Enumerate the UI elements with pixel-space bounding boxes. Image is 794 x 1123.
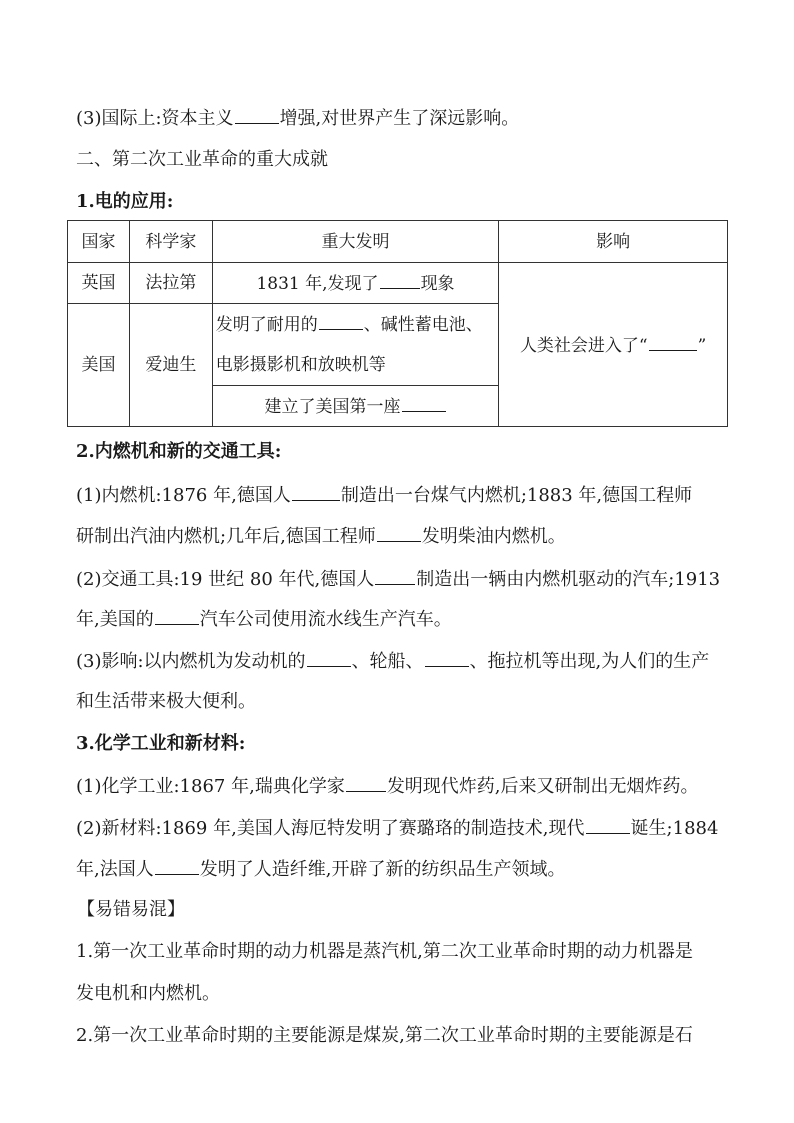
answer-blank: [155, 856, 199, 875]
engines-p2-line1: (2)交通工具:19 世纪 80 年代,德国人 制造出一辆由内燃机驱动的汽车;1913: [76, 566, 720, 590]
answer-blank: [380, 270, 420, 289]
engines-p1-line1: (1)内燃机:1876 年,德国人 制造出一台煤气内燃机;1883 年,德国工程师: [76, 482, 692, 506]
cell-country-us: 美国: [68, 304, 130, 427]
cell-invention-us-2: 建立了美国第一座: [212, 386, 499, 427]
chemistry-p2-line1: (2)新材料:1869 年,美国人海厄特发明了赛璐珞的制造技术,现代 诞生;1884: [76, 815, 718, 839]
chemistry-heading: 3.化学工业和新材料:: [76, 733, 246, 754]
answer-blank: [377, 523, 421, 542]
engines-p3-line2: 和生活带来极大便利。: [76, 691, 256, 712]
answer-blank: [425, 648, 469, 667]
mistakes-tag: 【易错易混】: [77, 899, 185, 920]
answer-blank: [586, 815, 630, 834]
mistakes-item1-line2: 发电机和内燃机。: [76, 983, 220, 1004]
cell-invention-us-1: 发明了耐用的 、碱性蓄电池、 电影摄影机和放映机等: [212, 304, 499, 386]
answer-blank: [649, 332, 697, 351]
cell-country-uk: 英国: [68, 263, 130, 304]
engines-p1-line2: 研制出汽油内燃机;几年后,德国工程师 发明柴油内燃机。: [76, 523, 566, 547]
cell-scientist-uk: 法拉第: [129, 263, 212, 304]
answer-blank: [155, 606, 199, 625]
answer-blank: [346, 773, 386, 792]
engines-heading: 2.内燃机和新的交通工具:: [76, 441, 282, 462]
answer-blank: [375, 566, 415, 585]
mistakes-item2-line1: 2.第一次工业革命时期的主要能源是煤炭,第二次工业革命时期的主要能源是石: [76, 1025, 693, 1046]
electricity-table: [67, 220, 728, 427]
chemistry-p2-line2: 年,法国人 发明了人造纤维,开辟了新的纺织品生产领域。: [76, 856, 565, 880]
answer-blank: [235, 105, 279, 124]
answer-blank: [402, 393, 446, 412]
section-two-title: 二、第二次工业革命的重大成就: [76, 149, 328, 170]
cell-invention-uk: 1831 年,发现了 现象: [212, 263, 499, 304]
header-influence: 影响: [499, 221, 728, 263]
engines-p2-line2: 年,美国的 汽车公司使用流水线生产汽车。: [76, 606, 452, 630]
electricity-heading: 1.电的应用:: [76, 191, 174, 212]
table-header-row: [68, 221, 728, 263]
header-scientist: 科学家: [129, 221, 212, 263]
mistakes-item1-line1: 1.第一次工业革命时期的动力机器是蒸汽机,第二次工业革命时期的动力机器是: [76, 941, 693, 962]
answer-blank: [292, 482, 340, 501]
header-country: 国家: [68, 221, 130, 263]
table-row-uk: [68, 263, 728, 304]
answer-blank: [319, 311, 363, 330]
intro-line: (3)国际上:资本主义 增强,对世界产生了深远影响。: [76, 105, 519, 129]
cell-influence: 人类社会进入了“ ”: [499, 263, 728, 427]
chemistry-p1: (1)化学工业:1867 年,瑞典化学家 发明现代炸药,后来又研制出无烟炸药。: [76, 773, 699, 797]
header-invention: 重大发明: [212, 221, 499, 263]
cell-scientist-us: 爱迪生: [129, 304, 212, 427]
answer-blank: [307, 648, 351, 667]
engines-p3-line1: (3)影响:以内燃机为发动机的 、轮船、 、拖拉机等出现,为人们的生产: [76, 648, 709, 672]
